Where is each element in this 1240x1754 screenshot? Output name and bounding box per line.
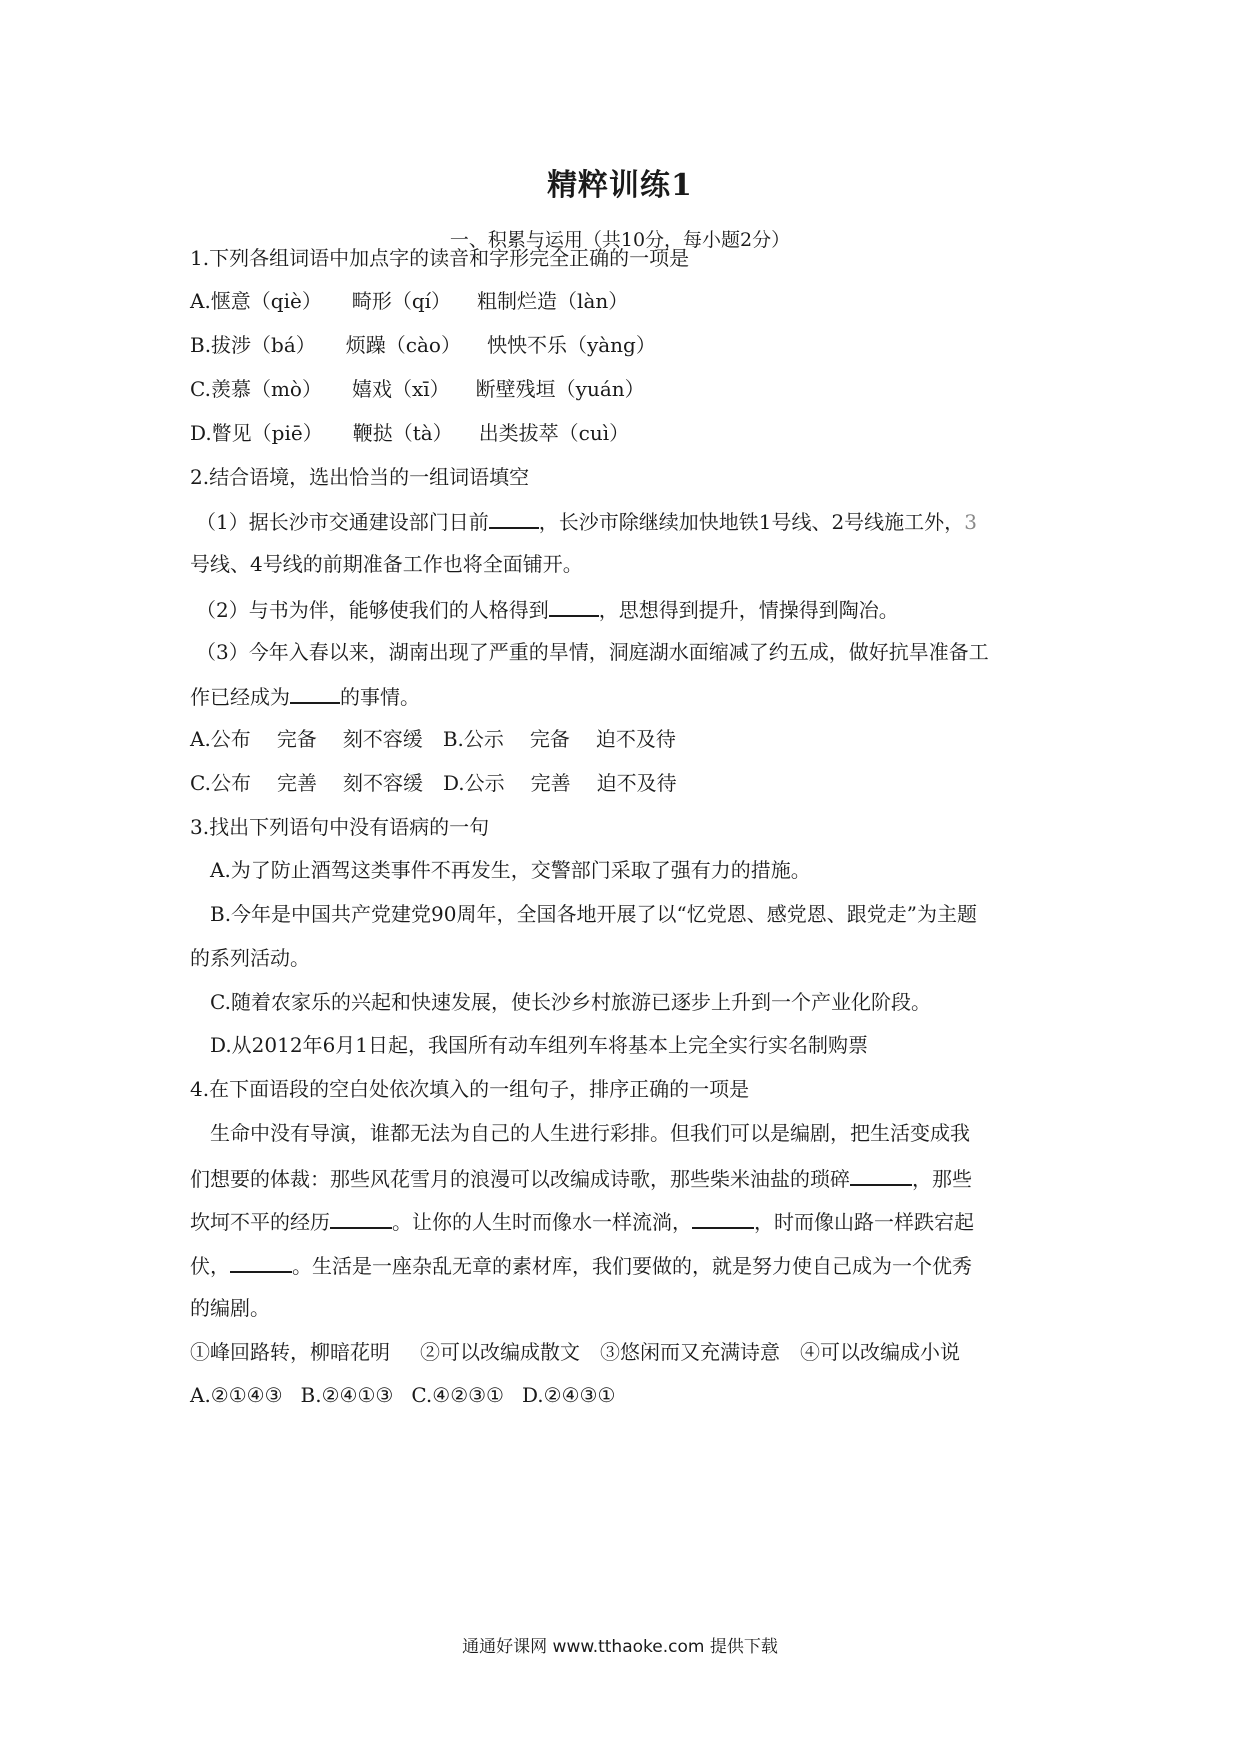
q2-sentence-3: （3）今年入春以来，湖南出现了严重的旱情，洞庭湖水面缩减了约五成，做好抗旱准备工 bbox=[196, 640, 989, 664]
blank-2 bbox=[549, 593, 599, 617]
q2-opt-d-1: D.公示 bbox=[442, 771, 505, 795]
q1-stem: 1.下列各组词语中加点字的读音和字形完全正确的一项是 bbox=[190, 246, 690, 270]
blank-1 bbox=[489, 505, 539, 529]
blank-7 bbox=[230, 1249, 292, 1273]
q4-items bbox=[190, 1337, 1070, 1367]
q4-p4-part-a: 伏， bbox=[190, 1254, 230, 1278]
blank-4 bbox=[850, 1162, 912, 1186]
q2-opt-d-2: 完善 bbox=[530, 771, 571, 795]
q4-p3-part-c: ，时而像山路一样跌宕起 bbox=[754, 1210, 974, 1234]
blank-5 bbox=[330, 1205, 392, 1229]
q4-p3-part-a: 坎坷不平的经历 bbox=[190, 1210, 330, 1234]
q4-item-3: ③悠闲而又充满诗意 bbox=[600, 1340, 780, 1364]
q4-passage-line-5: 的编剧。 bbox=[190, 1296, 270, 1320]
q1-d-2: 鞭挞（tà） bbox=[352, 421, 453, 445]
q1-a-1: A.惬意（qiè） bbox=[190, 289, 322, 313]
q1-b-1: B.拔涉（bá） bbox=[190, 333, 316, 357]
q1-d-1: D.瞥见（piē） bbox=[190, 421, 323, 445]
q4-passage-line-2 bbox=[190, 1162, 1070, 1194]
q2-sentence-2 bbox=[196, 593, 1076, 625]
q2-stem: 2.结合语境，选出恰当的一组词语填空 bbox=[190, 465, 530, 489]
q1-c-2: 嬉戏（xī） bbox=[351, 377, 450, 401]
q3-option-c: C.随着农家乐的兴起和快速发展，使长沙乡村旅游已逐步上升到一个产业化阶段。 bbox=[210, 990, 931, 1014]
q2-opt-d-3: 迫不及待 bbox=[596, 771, 677, 795]
q2-opt-b-2: 完备 bbox=[529, 727, 570, 751]
q1-b-2: 烦躁（cào） bbox=[345, 333, 461, 357]
q2-s3-continued bbox=[190, 680, 1070, 712]
q2-opt-b-3: 迫不及待 bbox=[595, 727, 676, 751]
q1-option-a bbox=[190, 286, 1070, 316]
section-header: 一、积累与运用（共10分，每小题2分） bbox=[449, 229, 791, 251]
q2-opt-c-1: C.公布 bbox=[190, 771, 251, 795]
q1-b-3: 怏怏不乐（yàng） bbox=[486, 333, 656, 357]
q2-s2-part-a: （2）与书为伴，能够使我们的人格得到 bbox=[196, 598, 549, 622]
q1-c-1: C.羡慕（mò） bbox=[190, 377, 322, 401]
q2-s1-part-a: （1）据长沙市交通建设部门日前 bbox=[196, 510, 489, 534]
q4-passage-line-1: 生命中没有导演，谁都无法为自己的人生进行彩排。但我们可以是编剧，把生活变成我 bbox=[210, 1121, 970, 1145]
q4-p2-part-b: ，那些 bbox=[912, 1167, 972, 1191]
q4-item-2: ②可以改编成散文 bbox=[420, 1340, 580, 1364]
q2-opt-a-1: A.公布 bbox=[190, 727, 251, 751]
q4-item-1: ①峰回路转，柳暗花明 bbox=[190, 1340, 390, 1364]
q2-sentence-1 bbox=[196, 505, 1076, 537]
q4-option-a: A.②①④③ bbox=[190, 1383, 283, 1407]
q1-c-3: 断壁残垣（yuán） bbox=[475, 377, 645, 401]
q3-option-d: D.从2012年6月1日起，我国所有动车组列车将基本上完全实行实名制购票 bbox=[210, 1033, 869, 1057]
q4-item-4: ④可以改编成小说 bbox=[800, 1340, 960, 1364]
q4-options bbox=[190, 1380, 1070, 1410]
q4-p3-part-b: 。让你的人生时而像水一样流淌， bbox=[392, 1210, 692, 1234]
q4-stem: 4.在下面语段的空白处依次填入的一组句子，排序正确的一项是 bbox=[190, 1077, 750, 1101]
q1-d-3: 出类拔萃（cuì） bbox=[478, 421, 630, 445]
q2-options-ab bbox=[190, 724, 1070, 754]
q1-a-3: 粗制烂造（làn） bbox=[477, 289, 629, 313]
footer-download-note: 通通好课网 www.tthaoke.com 提供下载 bbox=[462, 1637, 778, 1657]
q2-s3-part-c: 的事情。 bbox=[340, 685, 420, 709]
q2-s2-part-b: ，思想得到提升，情操得到陶冶。 bbox=[598, 598, 899, 622]
q2-s3-part-b: 作已经成为 bbox=[190, 685, 290, 709]
q3-option-b: B.今年是中国共产党建党90周年，全国各地开展了以“忆党恩、感党恩、跟党走”为主题 bbox=[210, 902, 977, 926]
q4-option-d: D.②④③① bbox=[521, 1383, 616, 1407]
q3-option-a: A.为了防止酒驾这类事件不再发生，交警部门采取了强有力的措施。 bbox=[210, 858, 811, 882]
q4-p2-part-a: 们想要的体裁：那些风花雪月的浪漫可以改编成诗歌，那些柴米油盐的琐碎 bbox=[190, 1167, 850, 1191]
q3-stem: 3.找出下列语句中没有语病的一句 bbox=[190, 815, 490, 839]
q2-options-cd bbox=[190, 768, 1070, 798]
q1-option-b bbox=[190, 330, 1070, 360]
page-title: 精粹训练1 bbox=[547, 168, 693, 203]
blank-3 bbox=[290, 680, 340, 704]
q4-option-c: C.④②③① bbox=[411, 1383, 504, 1407]
q4-passage-line-4 bbox=[190, 1249, 1070, 1281]
q2-opt-c-3: 刻不容缓 bbox=[342, 771, 423, 795]
q2-s1-part-c: 3 bbox=[964, 510, 977, 534]
blank-6 bbox=[692, 1205, 754, 1229]
q2-s1-part-b: ，长沙市除继续加快地铁1号线、2号线施工外， bbox=[538, 510, 965, 534]
q2-opt-c-2: 完善 bbox=[276, 771, 317, 795]
q2-s1-continued: 号线、4号线的前期准备工作也将全面铺开。 bbox=[190, 552, 583, 576]
q2-opt-a-2: 完备 bbox=[276, 727, 317, 751]
q4-p4-part-b: 。生活是一座杂乱无章的素材库，我们要做的，就是努力使自己成为一个优秀 bbox=[292, 1254, 972, 1278]
q1-a-2: 畸形（qí） bbox=[351, 289, 452, 313]
q2-opt-b-1: B.公示 bbox=[442, 727, 504, 751]
q4-passage-line-3 bbox=[190, 1205, 1070, 1237]
q4-option-b: B.②④①③ bbox=[300, 1383, 394, 1407]
q1-option-c bbox=[190, 374, 1070, 404]
q1-option-d bbox=[190, 418, 1070, 448]
q2-opt-a-3: 刻不容缓 bbox=[342, 727, 423, 751]
q3-option-b-continued: 的系列活动。 bbox=[190, 946, 310, 970]
